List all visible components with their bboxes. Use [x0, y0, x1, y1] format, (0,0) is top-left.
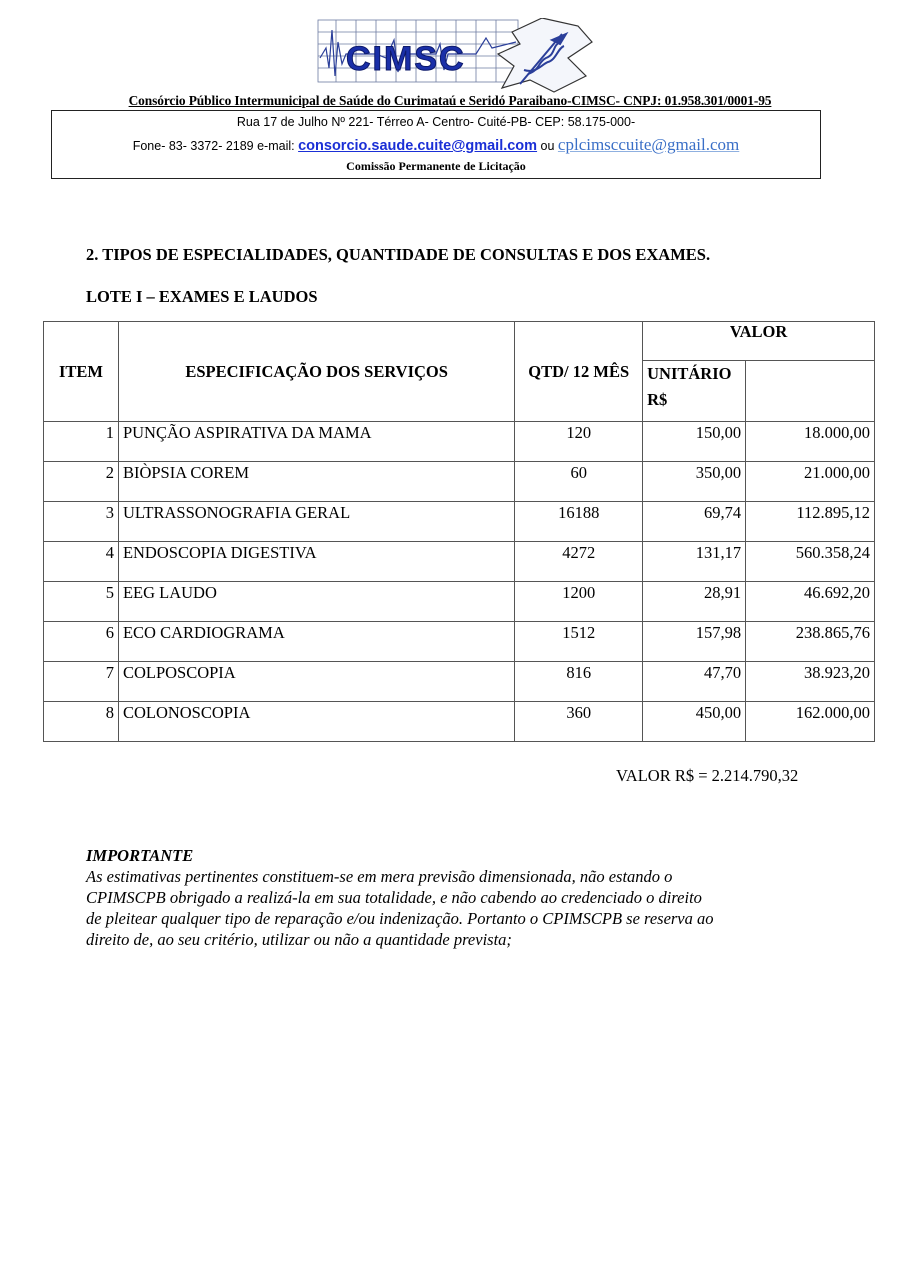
cell-item: 3 — [44, 502, 119, 542]
email-separator: ou — [537, 139, 558, 153]
cell-qtd: 120 — [515, 422, 643, 462]
services-table — [43, 321, 875, 742]
cell-total: 46.692,20 — [746, 582, 875, 622]
cell-total: 238.865,76 — [746, 622, 875, 662]
header-item: ITEM — [44, 322, 119, 422]
cell-unit-price: 157,98 — [643, 622, 746, 662]
table-row — [44, 422, 875, 462]
cell-spec: COLONOSCOPIA — [118, 702, 514, 742]
cell-total: 112.895,12 — [746, 502, 875, 542]
logo-text: CIMSC — [346, 40, 466, 78]
phone-text: Fone- 83- 3372- 2189 — [132, 139, 258, 153]
organization-line: Consórcio Público Intermunicipal de Saúde do Curimataú e Seridó Paraibano-CIMSC- CNPJ: 01.958.301/0001-95 — [128, 93, 772, 108]
address-box — [51, 110, 821, 179]
section-title: 2. TIPOS DE ESPECIALIDADES, QUANTIDADE DE CONSULTAS E DOS EXAMES. — [86, 245, 711, 264]
cell-unit-price: 450,00 — [643, 702, 746, 742]
cell-item: 6 — [44, 622, 119, 662]
cell-item: 7 — [44, 662, 119, 702]
note-title: IMPORTANTE — [86, 846, 194, 865]
cell-qtd: 360 — [515, 702, 643, 742]
table-row — [44, 542, 875, 582]
table-header-row — [44, 322, 875, 361]
note-line: As estimativas pertinentes constituem-se em mera previsão dimensionada, não estando o — [86, 867, 673, 886]
cell-spec: COLPOSCOPIA — [118, 662, 514, 702]
cell-qtd: 816 — [515, 662, 643, 702]
grand-total: VALOR R$ = 2.214.790,32 — [616, 766, 799, 785]
cell-total: 18.000,00 — [746, 422, 875, 462]
header-qtd: QTD/ 12 MÊS — [515, 322, 643, 422]
address-text: Rua 17 de Julho Nº 221- Térreo A- Centro- Cuité-PB- CEP: 58.175-000- — [236, 115, 636, 129]
header-total — [746, 361, 875, 422]
cimsc-logo — [316, 18, 596, 94]
lote-title: LOTE I – EXAMES E LAUDOS — [86, 287, 318, 306]
cell-item: 1 — [44, 422, 119, 462]
cell-unit-price: 47,70 — [643, 662, 746, 702]
cell-item: 4 — [44, 542, 119, 582]
cell-total: 38.923,20 — [746, 662, 875, 702]
header-spec: ESPECIFICAÇÃO DOS SERVIÇOS — [118, 322, 514, 422]
cell-item: 8 — [44, 702, 119, 742]
cell-qtd: 16188 — [515, 502, 643, 542]
cell-unit-price: 69,74 — [643, 502, 746, 542]
table-row — [44, 462, 875, 502]
cell-total: 21.000,00 — [746, 462, 875, 502]
table-row — [44, 502, 875, 542]
cell-spec: BIÒPSIA COREM — [118, 462, 514, 502]
commission-text: Comissão Permanente de Licitação — [346, 159, 526, 173]
cell-spec: ULTRASSONOGRAFIA GERAL — [118, 502, 514, 542]
table-row — [44, 622, 875, 662]
important-note — [86, 845, 806, 950]
cell-unit-price: 28,91 — [643, 582, 746, 622]
cell-item: 5 — [44, 582, 119, 622]
header-unit: UNITÁRIO R$ — [643, 361, 746, 422]
cell-unit-price: 350,00 — [643, 462, 746, 502]
cell-spec: PUNÇÃO ASPIRATIVA DA MAMA — [118, 422, 514, 462]
cell-unit-price: 131,17 — [643, 542, 746, 582]
contact-line — [52, 135, 820, 155]
table-row — [44, 662, 875, 702]
cell-qtd: 1200 — [515, 582, 643, 622]
cell-spec: ECO CARDIOGRAMA — [118, 622, 514, 662]
cell-total: 162.000,00 — [746, 702, 875, 742]
cell-unit-price: 150,00 — [643, 422, 746, 462]
email-secondary-link[interactable]: cplcimsccuite@gmail.com — [557, 135, 740, 154]
cell-item: 2 — [44, 462, 119, 502]
logo-graphic — [316, 18, 596, 94]
cell-qtd: 60 — [515, 462, 643, 502]
note-line: de pleitear qualquer tipo de reparação e/ou indenização. Portanto o CPIMSCPB se reserva ao — [86, 909, 714, 928]
note-line: CPIMSCPB obrigado a realizá-la em sua totalidade, e não cabendo ao credenciado o direito — [86, 888, 702, 907]
email-primary-link[interactable]: consorcio.saude.cuite@gmail.com — [298, 138, 538, 154]
table-row — [44, 582, 875, 622]
cell-spec: ENDOSCOPIA DIGESTIVA — [118, 542, 514, 582]
table-row — [44, 702, 875, 742]
note-line: direito de, ao seu critério, utilizar ou não a quantidade prevista; — [86, 930, 512, 949]
cell-total: 560.358,24 — [746, 542, 875, 582]
cell-spec: EEG LAUDO — [118, 582, 514, 622]
cell-qtd: 4272 — [515, 542, 643, 582]
header-valor: VALOR — [643, 322, 875, 361]
cell-qtd: 1512 — [515, 622, 643, 662]
email-label: e-mail: — [257, 139, 295, 153]
